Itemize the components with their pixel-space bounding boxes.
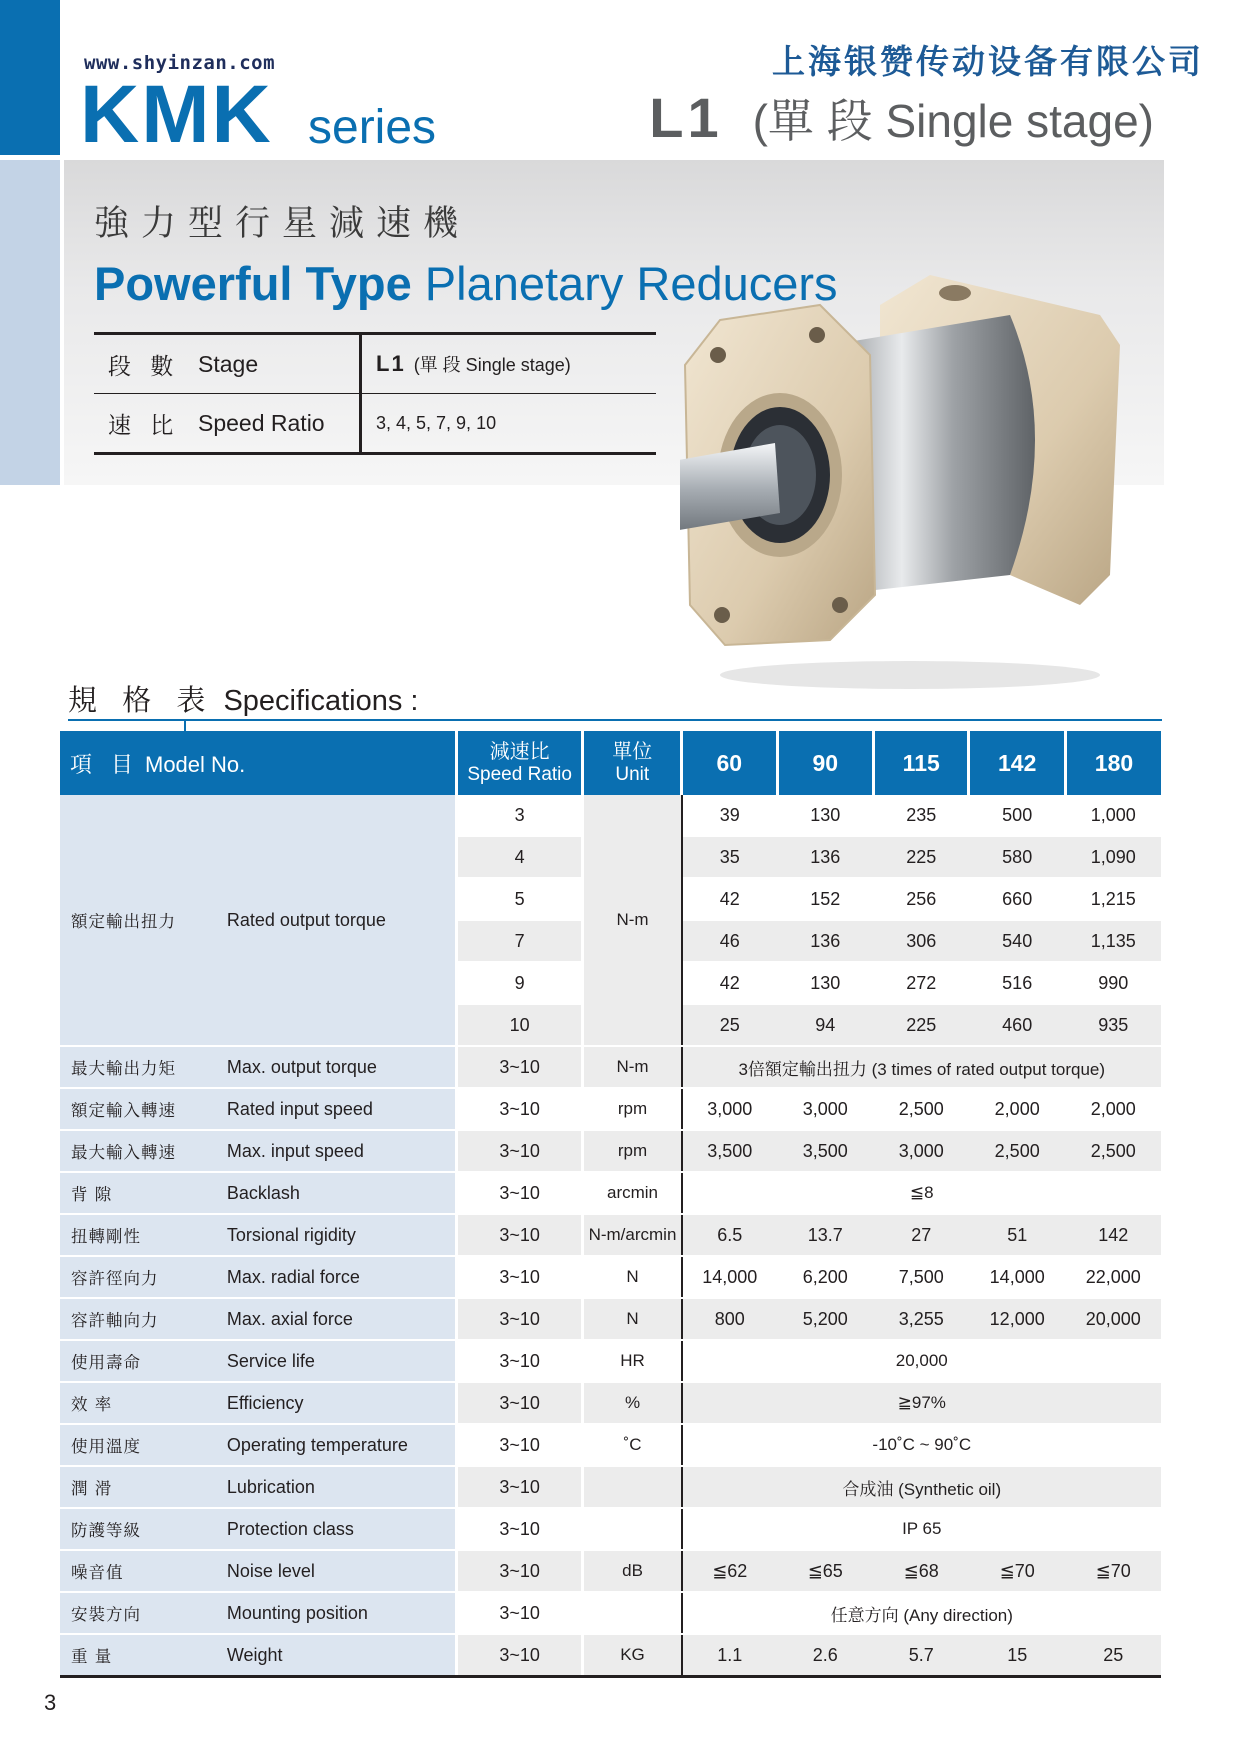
table-row — [60, 1340, 1161, 1382]
table-row — [60, 1550, 1161, 1592]
value-cell: 35 — [682, 836, 777, 878]
unit-cell — [583, 1508, 682, 1550]
ratio-cell: 3~10 — [456, 1382, 583, 1424]
value-cell: 1.1 — [682, 1634, 777, 1677]
value-cell: 2,500 — [874, 1088, 969, 1130]
row-label-cn: 容許軸向力 — [60, 1298, 221, 1340]
unit-header-cn: 單位 — [612, 739, 653, 763]
table-row — [60, 1466, 1161, 1508]
value-cell: 51 — [969, 1214, 1066, 1256]
value-cell: 3,000 — [874, 1130, 969, 1172]
value-cell: 142 — [1065, 1214, 1161, 1256]
value-cell: 3,000 — [682, 1088, 777, 1130]
row-label-cn: 額定輸出扭力 — [60, 795, 221, 1046]
ratio-cell: 10 — [456, 1004, 583, 1046]
value-cell: 6,200 — [777, 1256, 874, 1298]
value-cell: 13.7 — [777, 1214, 874, 1256]
row-label-cn: 使用壽命 — [60, 1340, 221, 1382]
value-cell: 500 — [969, 795, 1066, 836]
value-cell: 27 — [874, 1214, 969, 1256]
value-cell: 46 — [682, 920, 777, 962]
side-accent-bar — [0, 160, 60, 485]
size-header-60: 60 — [682, 731, 777, 795]
value-cell: 3,500 — [777, 1130, 874, 1172]
specifications-heading — [68, 678, 418, 719]
value-cell: 580 — [969, 836, 1066, 878]
unit-cell — [583, 1466, 682, 1508]
stage-text: (單 段 Single stage) — [752, 95, 1154, 147]
merged-value-cell: 合成油 (Synthetic oil) — [682, 1466, 1161, 1508]
unit-cell: HR — [583, 1340, 682, 1382]
ratio-cell: 3~10 — [456, 1340, 583, 1382]
size-header-115: 115 — [874, 731, 969, 795]
merged-value-cell: 20,000 — [682, 1340, 1161, 1382]
row-label-en: Rated output torque — [221, 795, 457, 1046]
value-cell: 660 — [969, 878, 1066, 920]
row-label-cn: 噪音值 — [60, 1550, 221, 1592]
value-cell: 540 — [969, 920, 1066, 962]
row-label-en: Backlash — [221, 1172, 457, 1214]
value-cell: 2,500 — [1065, 1130, 1161, 1172]
merged-value-cell: 3倍額定輸出扭力 (3 times of rated output torque) — [682, 1046, 1161, 1088]
row-label-en: Max. input speed — [221, 1130, 457, 1172]
company-name: 上海银赞传动设备有限公司 — [772, 42, 1204, 81]
row-label-cn: 安裝方向 — [60, 1592, 221, 1634]
ratio-cell: 3~10 — [456, 1256, 583, 1298]
value-cell: 256 — [874, 878, 969, 920]
stage-key-en: Stage — [198, 350, 259, 377]
value-cell: 272 — [874, 962, 969, 1004]
product-title-bold: Powerful Type — [94, 257, 412, 310]
table-row — [60, 1592, 1161, 1634]
value-cell: 39 — [682, 795, 777, 836]
stage-key-cn: 段 數 — [108, 353, 180, 380]
value-cell: 22,000 — [1065, 1256, 1161, 1298]
ratio-cell: 4 — [456, 836, 583, 878]
value-cell: 130 — [777, 795, 874, 836]
unit-cell — [583, 1592, 682, 1634]
ratio-key-en: Speed Ratio — [198, 409, 325, 436]
stage-value-code: L1 — [376, 351, 406, 376]
unit-cell: N-m — [583, 795, 682, 1046]
value-cell: 1,090 — [1065, 836, 1161, 878]
ratio-cell: 3~10 — [456, 1634, 583, 1677]
ratio-cell: 3~10 — [456, 1046, 583, 1088]
row-label-cn: 使用溫度 — [60, 1424, 221, 1466]
row-label-cn: 最大輸入轉速 — [60, 1130, 221, 1172]
merged-value-cell: IP 65 — [682, 1508, 1161, 1550]
size-header-142: 142 — [969, 731, 1066, 795]
row-label-en: Max. output torque — [221, 1046, 457, 1088]
ratio-cell: 3~10 — [456, 1130, 583, 1172]
ratio-cell: 7 — [456, 920, 583, 962]
unit-cell: dB — [583, 1550, 682, 1592]
size-header-90: 90 — [777, 731, 874, 795]
value-cell: 25 — [682, 1004, 777, 1046]
ratio-cell: 3~10 — [456, 1172, 583, 1214]
value-cell: 2,000 — [1065, 1088, 1161, 1130]
merged-value-cell: ≦8 — [682, 1172, 1161, 1214]
model-header-cn: 項 目 — [70, 752, 139, 778]
value-cell: 5,200 — [777, 1298, 874, 1340]
row-label-cn: 防護等級 — [60, 1508, 221, 1550]
value-cell: 20,000 — [1065, 1298, 1161, 1340]
value-cell: 152 — [777, 878, 874, 920]
value-cell: 136 — [777, 920, 874, 962]
model-header — [60, 731, 456, 795]
size-header-180: 180 — [1065, 731, 1161, 795]
value-cell: 1,135 — [1065, 920, 1161, 962]
value-cell: 935 — [1065, 1004, 1161, 1046]
page-number: 3 — [44, 1690, 57, 1715]
unit-header — [583, 731, 682, 795]
value-cell: ≦70 — [1065, 1550, 1161, 1592]
row-label-en: Operating temperature — [221, 1424, 457, 1466]
stage-title — [649, 88, 1154, 151]
value-cell: 1,000 — [1065, 795, 1161, 836]
row-label-cn: 重 量 — [60, 1634, 221, 1677]
table-row — [60, 1214, 1161, 1256]
ratio-cell: 3~10 — [456, 1592, 583, 1634]
value-cell: 15 — [969, 1634, 1066, 1677]
value-cell: 3,500 — [682, 1130, 777, 1172]
unit-cell: N-m — [583, 1046, 682, 1088]
brand-title: KMK — [80, 69, 273, 160]
value-cell: 990 — [1065, 962, 1161, 1004]
stage-summary-table — [94, 332, 656, 455]
ratio-cell: 5 — [456, 878, 583, 920]
value-cell: 2.6 — [777, 1634, 874, 1677]
row-label-en: Noise level — [221, 1550, 457, 1592]
value-cell: 14,000 — [969, 1256, 1066, 1298]
value-cell: 2,500 — [969, 1130, 1066, 1172]
unit-cell: N — [583, 1256, 682, 1298]
ratio-header-en: Speed Ratio — [467, 764, 572, 785]
ratio-cell: 3~10 — [456, 1298, 583, 1340]
specifications-table — [60, 731, 1161, 1678]
value-cell: ≦65 — [777, 1550, 874, 1592]
stage-code: L1 — [649, 86, 723, 149]
table-row — [60, 1508, 1161, 1550]
merged-value-cell: -10˚C ~ 90˚C — [682, 1424, 1161, 1466]
row-label-en: Lubrication — [221, 1466, 457, 1508]
ratio-cell: 3~10 — [456, 1214, 583, 1256]
value-cell: 42 — [682, 962, 777, 1004]
row-label-cn: 額定輸入轉速 — [60, 1088, 221, 1130]
planetary-reducer-image — [680, 275, 1150, 695]
table-row — [60, 1130, 1161, 1172]
value-cell: 12,000 — [969, 1298, 1066, 1340]
row-label-en: Protection class — [221, 1508, 457, 1550]
stage-value: (單 段 Single stage) — [413, 355, 571, 375]
ratio-cell: 9 — [456, 962, 583, 1004]
row-label-en: Mounting position — [221, 1592, 457, 1634]
row-label-cn: 容許徑向力 — [60, 1256, 221, 1298]
value-cell: 6.5 — [682, 1214, 777, 1256]
spec-heading-cn: 規 格 表 — [68, 683, 214, 717]
row-label-en: Service life — [221, 1340, 457, 1382]
table-row — [60, 1298, 1161, 1340]
row-label-cn: 最大輸出力矩 — [60, 1046, 221, 1088]
value-cell: 225 — [874, 836, 969, 878]
table-row — [60, 795, 1161, 836]
value-cell: 460 — [969, 1004, 1066, 1046]
value-cell: 306 — [874, 920, 969, 962]
table-row — [60, 1424, 1161, 1466]
unit-cell: N-m/arcmin — [583, 1214, 682, 1256]
value-cell: 136 — [777, 836, 874, 878]
speed-ratio-row — [94, 393, 656, 452]
ratio-cell: 3~10 — [456, 1550, 583, 1592]
series-label: series — [308, 101, 437, 154]
row-label-cn: 扭轉剛性 — [60, 1214, 221, 1256]
spec-heading-en: Specifications : — [223, 685, 419, 717]
row-label-en: Efficiency — [221, 1382, 457, 1424]
value-cell: 2,000 — [969, 1088, 1066, 1130]
ratio-cell: 3~10 — [456, 1466, 583, 1508]
row-label-cn: 效 率 — [60, 1382, 221, 1424]
value-cell: 3,255 — [874, 1298, 969, 1340]
unit-cell: KG — [583, 1634, 682, 1677]
value-cell: 3,000 — [777, 1088, 874, 1130]
merged-value-cell: 任意方向 (Any direction) — [682, 1592, 1161, 1634]
value-cell: ≦70 — [969, 1550, 1066, 1592]
model-header-en: Model No. — [145, 751, 246, 777]
row-label-en: Max. radial force — [221, 1256, 457, 1298]
table-row — [60, 1172, 1161, 1214]
product-title-rest: Planetary Reducers — [411, 257, 838, 310]
value-cell: 225 — [874, 1004, 969, 1046]
row-label-en: Torsional rigidity — [221, 1214, 457, 1256]
table-row — [60, 1256, 1161, 1298]
merged-value-cell: ≧97% — [682, 1382, 1161, 1424]
value-cell: 7,500 — [874, 1256, 969, 1298]
row-label-en: Max. axial force — [221, 1298, 457, 1340]
ratio-cell: 3~10 — [456, 1508, 583, 1550]
value-cell: ≦62 — [682, 1550, 777, 1592]
unit-header-en: Unit — [615, 764, 650, 785]
unit-cell: rpm — [583, 1088, 682, 1130]
value-cell: 1,215 — [1065, 878, 1161, 920]
header-accent-bar — [0, 0, 60, 155]
heading-rule — [68, 719, 1162, 721]
table-header-row — [60, 731, 1161, 795]
ratio-cell: 3~10 — [456, 1424, 583, 1466]
product-title-cn: 強力型行星減速機 — [94, 204, 471, 244]
row-label-en: Weight — [221, 1634, 457, 1677]
row-label-cn: 潤 滑 — [60, 1466, 221, 1508]
unit-cell: ˚C — [583, 1424, 682, 1466]
ratio-cell: 3 — [456, 795, 583, 836]
value-cell: 130 — [777, 962, 874, 1004]
ratio-value: 3, 4, 5, 7, 9, 10 — [376, 412, 497, 433]
value-cell: 25 — [1065, 1634, 1161, 1677]
row-label-cn: 背 隙 — [60, 1172, 221, 1214]
unit-cell: arcmin — [583, 1172, 682, 1214]
ratio-cell: 3~10 — [456, 1088, 583, 1130]
table-row — [60, 1634, 1161, 1677]
table-row — [60, 1046, 1161, 1088]
row-label-en: Rated input speed — [221, 1088, 457, 1130]
table-row — [60, 1088, 1161, 1130]
value-cell: 42 — [682, 878, 777, 920]
website-url[interactable]: www.shyinzan.com — [84, 52, 276, 74]
unit-cell: % — [583, 1382, 682, 1424]
value-cell: 800 — [682, 1298, 777, 1340]
ratio-header — [456, 731, 583, 795]
ratio-key-cn: 速 比 — [108, 412, 180, 439]
unit-cell: rpm — [583, 1130, 682, 1172]
value-cell: 516 — [969, 962, 1066, 1004]
unit-cell: N — [583, 1298, 682, 1340]
value-cell: 94 — [777, 1004, 874, 1046]
value-cell: 5.7 — [874, 1634, 969, 1677]
value-cell: ≦68 — [874, 1550, 969, 1592]
ratio-header-cn: 減速比 — [489, 739, 550, 763]
table-row — [60, 1382, 1161, 1424]
value-cell: 235 — [874, 795, 969, 836]
value-cell: 14,000 — [682, 1256, 777, 1298]
stage-row — [94, 335, 656, 393]
